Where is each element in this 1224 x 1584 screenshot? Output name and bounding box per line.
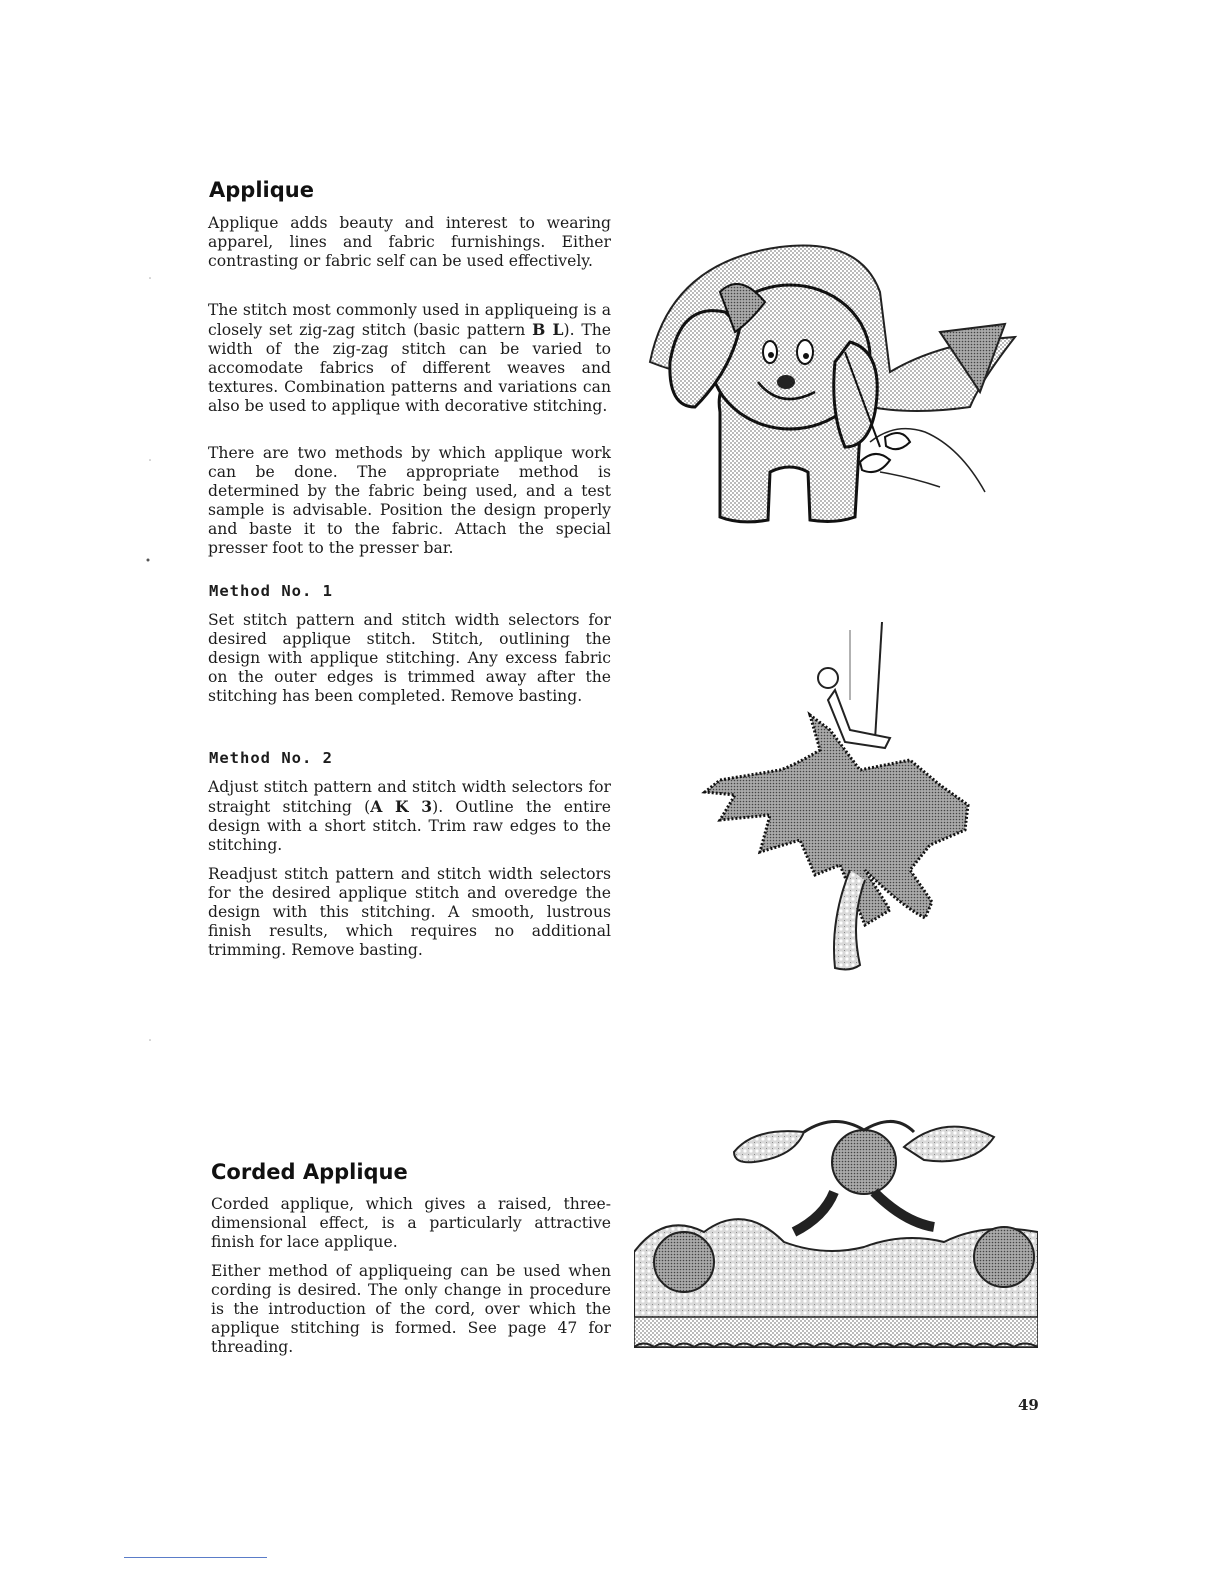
- method-2-title: Method No. 2: [209, 749, 333, 767]
- applique-paragraph-1: Applique adds beauty and interest to wearing apparel, lines and fabric furnishings. Either contrasting or fabric self can be used effectively.: [208, 214, 611, 271]
- lace-motif-right-leaf: [904, 1127, 994, 1162]
- page-number: 49: [1018, 1396, 1039, 1414]
- lace-border-band: [634, 1317, 1038, 1347]
- puppy-eye-right: [797, 340, 813, 364]
- lace-motif-bow: [794, 1192, 934, 1232]
- applique-paragraph-3: There are two methods by which applique work can be done. The appropriate method is determined by the fabric being used, and a test sample is advisable. Position the design properly and baste it to the fabric. Attach the special presser foot to the presser bar.: [208, 444, 611, 558]
- method-1-text: Set stitch pattern and stitch width selectors for desired applique stitch. Stitch, outlining the design with applique stitching. Any excess fabric on the outer edges is trimmed away after the stitching has been completed. Remove basting.: [208, 611, 611, 706]
- applique-paragraph-2-text-b: ). The width of the zig-zag stitch can be varied to accomodate fabrics of different weaves and textures. Combination patterns and variations can also be used to applique with decorative stitching.: [208, 321, 611, 416]
- applique-paragraph-2-text-a: The stitch most commonly used in appliqueing is a closely set zig-zag stitch (basic pattern: [208, 301, 611, 340]
- puppy-pupil-left: [768, 352, 774, 358]
- puppy-applique-illustration: [640, 232, 1020, 532]
- pattern-code-ak3: A K 3: [370, 797, 433, 817]
- margin-specks: [140, 240, 170, 1140]
- leaf-stem: [834, 870, 865, 969]
- method-2-text-2: Readjust stitch pattern and stitch width selectors for the desired applique stitch and overedge the design with this stitching. A smooth, lustrous finish results, which requires no additional trimming. Remove basting.: [208, 865, 611, 960]
- corded-paragraph-2: Either method of appliqueing can be used when cording is desired. The only change in procedure is the introduction of the cord, over which the applique stitching is formed. See page 47 for threading.: [211, 1262, 611, 1357]
- lace-applique-illustration: [634, 1082, 1038, 1357]
- lace-border-flower-right: [974, 1227, 1034, 1287]
- leaf-shape: [705, 715, 968, 925]
- pattern-code-bl: B L: [532, 320, 564, 340]
- hand-outline: [870, 429, 985, 492]
- leaf-applique-illustration: [700, 620, 980, 980]
- applique-heading: Applique: [209, 178, 314, 202]
- puppy-eye-left: [763, 341, 777, 363]
- puppy-pupil-right: [803, 353, 809, 359]
- puppy-nose: [777, 375, 795, 389]
- method-2-text-1b: ). Outline the entire design with a short stitch. Trim raw edges to the stitching.: [208, 798, 611, 855]
- lace-border-flower-left: [654, 1232, 714, 1292]
- method-2-text-1a: Adjust stitch pattern and stitch width selectors for straight stitching (: [208, 778, 611, 817]
- bottom-rule: [124, 1557, 267, 1558]
- lace-motif-flower: [832, 1130, 896, 1194]
- corded-paragraph-1: Corded applique, which gives a raised, three-dimensional effect, is a particularly attractive finish for lace applique.: [211, 1195, 611, 1252]
- applique-paragraph-2: [208, 301, 611, 417]
- corded-applique-heading: Corded Applique: [211, 1160, 408, 1184]
- method-1-title: Method No. 1: [209, 582, 333, 600]
- lace-motif-left-leaf: [734, 1131, 804, 1162]
- puppy-right-ear: [834, 342, 877, 447]
- presser-foot-screw-icon: [818, 668, 838, 688]
- method-2-text-1: [208, 778, 611, 855]
- needle-bar: [875, 622, 882, 740]
